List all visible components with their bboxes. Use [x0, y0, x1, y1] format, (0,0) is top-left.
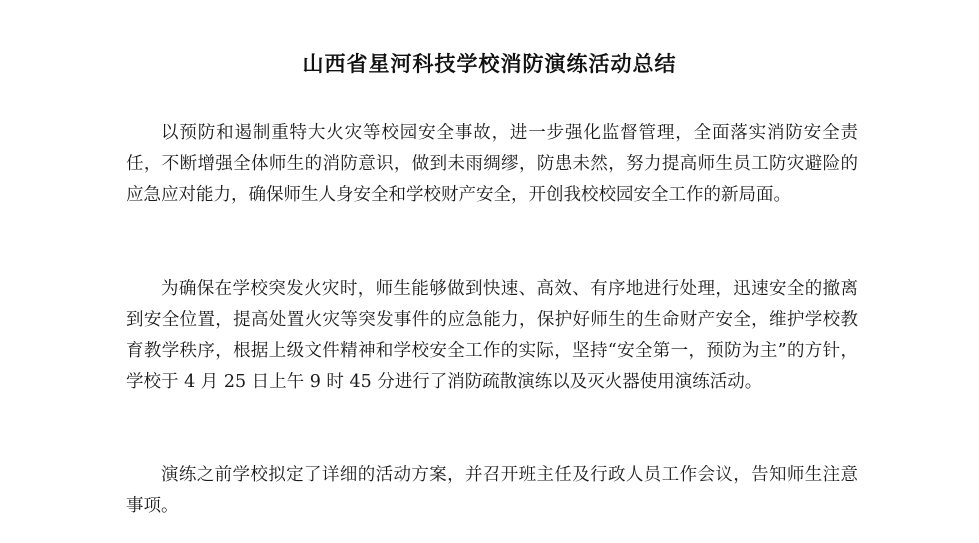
paragraph-2: 为确保在学校突发火灾时，师生能够做到快速、高效、有序地进行处理，迅速安全的撤离到安全位置，提高处置火灾等突发事件的应急能力，保护好师生的生命财产安全，维护学校教育教学秩序，根据上级文件精神和学校安全工作的实际，坚持“安全第一，预防为主”的方针，学校于 4 月 25 日上午 9 时 45 分进行了消防疏散演练以及灭火器使用演练活动。	[126, 279, 858, 392]
paragraph-3: 演练之前学校拟定了详细的活动方案，并召开班主任及行政人员工作会议，告知师生注意事项。	[126, 465, 858, 516]
paragraph-1: 以预防和遏制重特大火灾等校园安全事故，进一步强化监督管理，全面落实消防安全责任，不断增强全体师生的消防意识，做到未雨绸缪，防患未然，努力提高师生员工防灾避险的应急应对能力，确保师生人身安全和学校财产安全，开创我校校园安全工作的新局面。	[126, 123, 858, 205]
document-title: 山西省星河科技学校消防演练活动总结	[302, 52, 677, 76]
